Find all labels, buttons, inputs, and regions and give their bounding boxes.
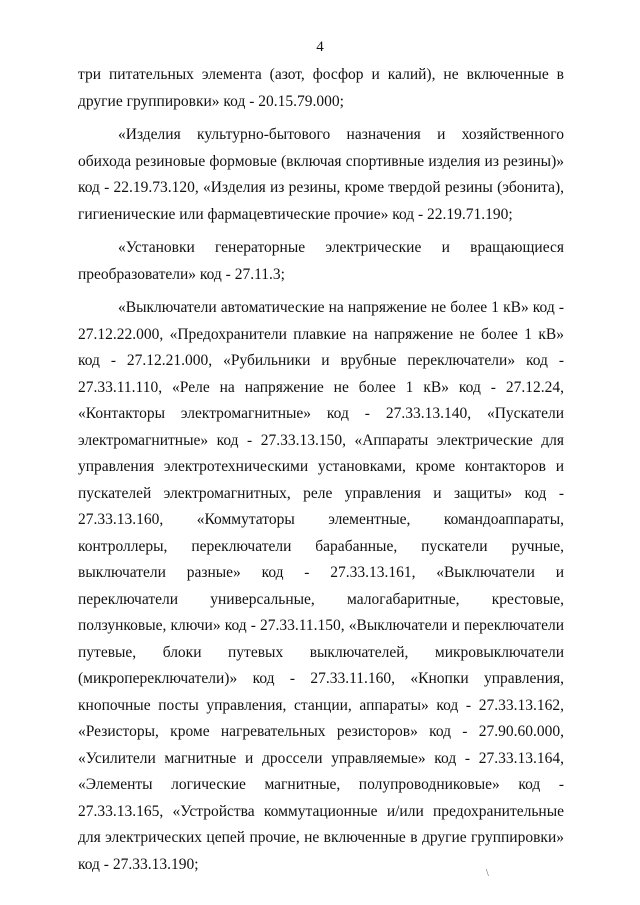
paragraph-continuation: три питательных элемента (азот, фосфор и калий), не включенные в другие группировки» код - 20.15.79.000; (78, 66, 564, 110)
paragraph-generator-sets: «Установки генераторные электрические и вращающиеся преобразователи» код - 27.11.3; (78, 239, 564, 283)
document-body (78, 62, 564, 878)
paragraph-electrical-switches: «Выключатели автоматические на напряжение не более 1 кВ» код - 27.12.22.000, «Предохранители плавкие на напряжение не более 1 кВ» код - 27.12.21.000, «Рубильники и врубные переключатели» код - 27.33.11.110, «Реле на напряжение не более 1 кВ» код - 27.12.24, «Контакторы электромагнитные» код - 27.33.13.140, «Пускатели электромагнитные» код - 27.33.13.150, «Аппараты электрические для управления электротехническими установками, кроме контакторов и пускателей электромагнитных, реле управления и защиты» код - 27.33.13.160, «Коммутаторы элементные, командоаппараты, контроллеры, переключатели барабанные, пускатели ручные, выключатели разные» код - 27.33.13.161, «Выключатели и переключатели универсальные, малогабаритные, крестовые, ползунковые, ключи» код - 27.33.11.150, «Выключатели и переключатели путевые, блоки путевых выключателей, микровыключатели (микропереключатели)» код - 27.33.11.160, «Кнопки управления, кнопочные посты управления, станции, аппараты» код - 27.33.13.162, «Резисторы, кроме нагревательных резисторов» код - 27.90.60.000, «Усилители магнитные и дроссели управляемые» код - 27.33.13.164, «Элементы логические магнитные, полупроводниковые» код - 27.33.13.165, «Устройства коммутационные и/или предохранительные для электрических цепей прочие, не включенные в другие группировки» код - 27.33.13.190; (78, 299, 564, 873)
scan-mark: \ (486, 868, 489, 879)
paragraph-rubber-items: «Изделия культурно-бытового назначения и хозяйственного обихода резиновые формовые (включая спортивные изделия из резины)» код - 22.19.73.120, «Изделия из резины, кроме твердой резины (эбонита), гигиенические или фармацевтические прочие» код - 22.19.71.190; (78, 126, 564, 223)
page-number: 4 (316, 39, 324, 55)
